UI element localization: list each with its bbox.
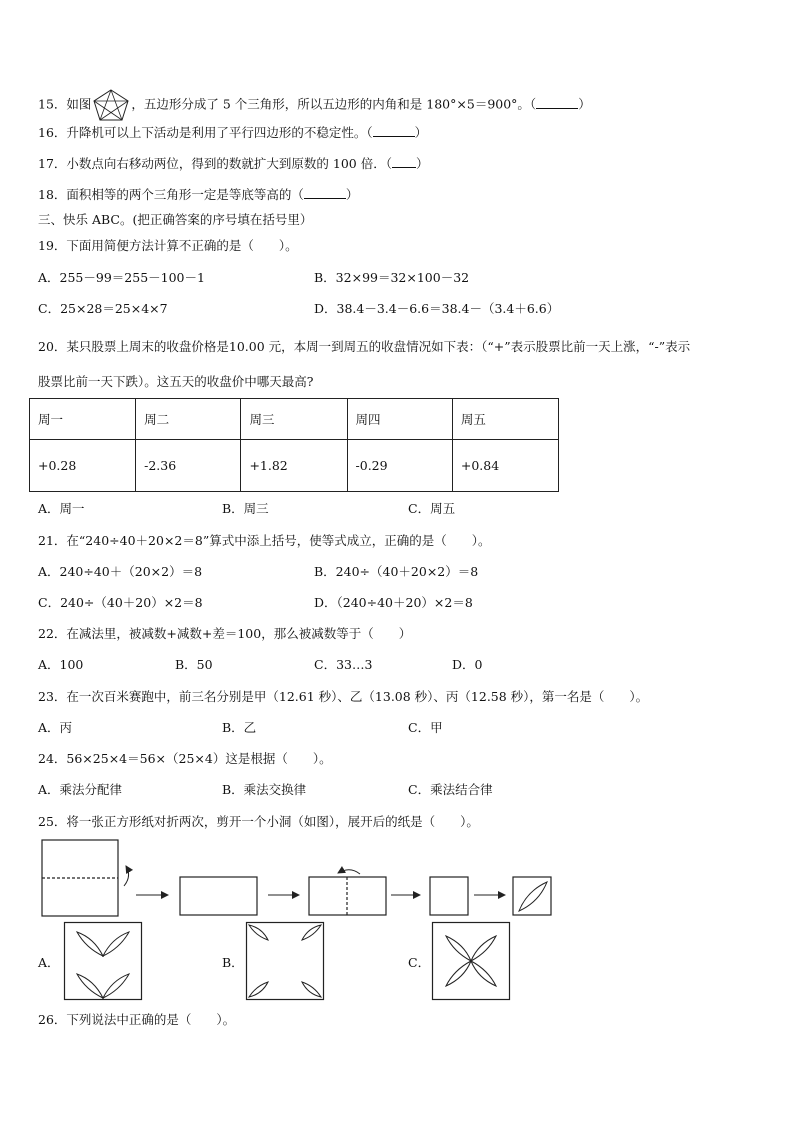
question-20-line1: 20．某只股票上周末的收盘价格是10.00 元，本周一到周五的收盘情况如下表：（“+”表示股票比前一天上涨，“-”表示: [38, 339, 691, 354]
q19-option-c[interactable]: C．25×28＝25×4×7: [38, 301, 168, 316]
q20-option-b[interactable]: B．周三: [222, 501, 269, 516]
q22-option-d[interactable]: D．0: [452, 657, 483, 672]
q15-close: ）: [578, 96, 591, 112]
q21-option-b[interactable]: B．240÷（40＋20×2）＝8: [314, 564, 479, 579]
q25-figure-c[interactable]: [432, 922, 510, 1000]
q19-option-b[interactable]: B．32×99＝32×100－32: [314, 270, 470, 285]
value-fri: +0.84: [452, 440, 558, 492]
q16-answer-blank[interactable]: [373, 124, 415, 137]
section-three-heading: 三、快乐 ABC。(把正确答案的序号填在括号里）: [38, 212, 313, 227]
question-19: 19．下面用简便方法计算不正确的是（ ）。: [38, 238, 298, 253]
q23-option-b[interactable]: B．乙: [222, 720, 257, 735]
q25-option-b[interactable]: B．: [222, 955, 244, 970]
question-22: 22．在减法里，被减数+减数+差＝100，那么被减数等于（ ）: [38, 626, 412, 641]
q25-figure-b[interactable]: [246, 922, 324, 1000]
q22-option-a[interactable]: A．100: [38, 657, 84, 672]
q19-option-a[interactable]: A．255－99＝255－100－1: [38, 270, 205, 285]
q18-close: ）: [345, 187, 359, 202]
q18-statement: 18．面积相等的两个三角形一定是等底等高的（: [38, 187, 304, 202]
q19-option-d[interactable]: D．38.4－3.4－6.6＝38.4－（3.4＋6.6）: [314, 301, 560, 316]
header-mon: 周一: [30, 399, 136, 440]
folding-process-diagram: [0, 836, 794, 920]
q21-option-c[interactable]: C．240÷（40＋20）×2＝8: [38, 595, 203, 610]
q16-statement: 16．升降机可以上下活动是利用了平行四边形的不稳定性。（: [38, 125, 373, 140]
value-mon: +0.28: [30, 440, 136, 492]
q21-option-a[interactable]: A．240÷40＋（20×2）＝8: [38, 564, 203, 579]
table-header-row: [30, 399, 559, 440]
q17-statement: 17．小数点向右移动两位，得到的数就扩大到原数的 100 倍．（: [38, 156, 392, 171]
question-23: 23．在一次百米赛跑中，前三名分别是甲（12.61 秒）、乙（13.08 秒）、丙（12.58 秒），第一名是（ ）。: [38, 689, 649, 704]
header-thu: 周四: [347, 399, 452, 440]
q20-option-c[interactable]: C．周五: [408, 501, 456, 516]
value-wed: +1.82: [241, 440, 347, 492]
q24-option-a[interactable]: A．乘法分配律: [38, 782, 123, 797]
q22-option-c[interactable]: C．33…3: [314, 657, 373, 672]
stock-table: [29, 398, 559, 492]
question-24: 24．56×25×4＝56×（25×4）这是根据（ ）。: [38, 751, 332, 766]
pentagon-figure: [91, 88, 131, 122]
q21-option-d[interactable]: D．（240÷40＋20）×2＝8: [314, 595, 473, 610]
question-15: [38, 88, 591, 122]
question-16: [38, 124, 427, 142]
value-tue: -2.36: [136, 440, 241, 492]
question-26: 26．下列说法中正确的是（ ）。: [38, 1012, 236, 1027]
question-17: [38, 155, 428, 173]
q15-answer-blank[interactable]: [536, 96, 578, 109]
header-tue: 周二: [136, 399, 241, 440]
q25-figure-a[interactable]: [64, 922, 142, 1000]
q16-close: ）: [414, 125, 428, 140]
question-20-line2: 股票比前一天下跌）。这五天的收盘价中哪天最高?: [38, 374, 314, 389]
q25-option-a[interactable]: A．: [38, 955, 60, 970]
table-value-row: [30, 440, 559, 492]
header-wed: 周三: [241, 399, 347, 440]
q25-option-c[interactable]: C．: [408, 955, 431, 970]
q22-option-b[interactable]: B．50: [175, 657, 213, 672]
q23-option-c[interactable]: C．甲: [408, 720, 443, 735]
question-21: 21．在“240÷40＋20×2＝8”算式中添上括号，使等式成立，正确的是（ ）。: [38, 533, 491, 548]
q15-prefix: 15．如图: [38, 96, 92, 112]
q24-option-b[interactable]: B．乘法交换律: [222, 782, 307, 797]
q17-answer-blank[interactable]: [392, 155, 416, 168]
value-thu: -0.29: [347, 440, 452, 492]
q18-answer-blank[interactable]: [304, 186, 346, 199]
question-18: [38, 186, 358, 204]
q24-option-c[interactable]: C．乘法结合律: [408, 782, 493, 797]
q17-close: ）: [415, 156, 429, 171]
question-25: 25．将一张正方形纸对折两次，剪开一个小洞（如图），展开后的纸是（ ）。: [38, 814, 479, 829]
q23-option-a[interactable]: A．丙: [38, 720, 73, 735]
q15-statement: ，五边形分成了 5 个三角形，所以五边形的内角和是 180°×5＝900°。（: [131, 96, 537, 112]
q20-option-a[interactable]: A．周一: [38, 501, 85, 516]
header-fri: 周五: [452, 399, 558, 440]
